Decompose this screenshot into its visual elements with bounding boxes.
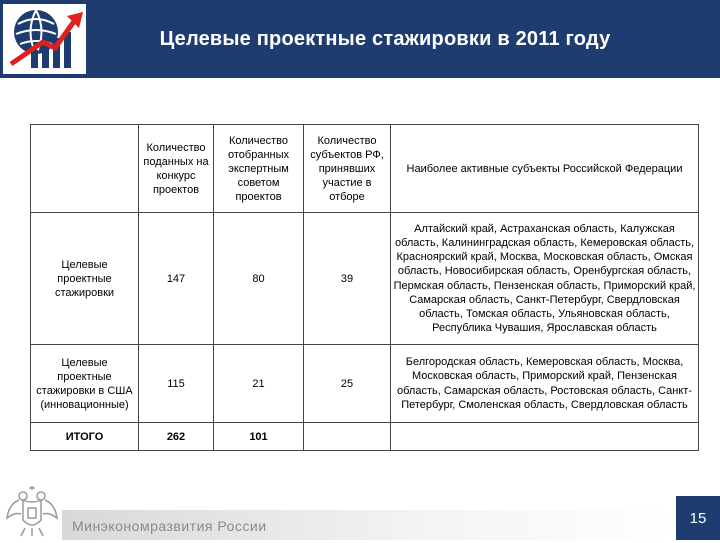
submitted-cell: 115 <box>139 345 214 423</box>
table-row-total <box>31 423 699 451</box>
selected-cell: 21 <box>214 345 304 423</box>
table-row <box>31 213 699 345</box>
regions-count-cell: 39 <box>304 213 391 345</box>
submitted-cell: 147 <box>139 213 214 345</box>
selected-cell: 80 <box>214 213 304 345</box>
stats-table <box>30 124 699 451</box>
page-number: 15 <box>676 496 720 540</box>
column-header-submitted: Количество поданных на конкурс проектов <box>139 125 214 213</box>
regions-cell <box>391 423 699 451</box>
logo <box>3 4 86 74</box>
table-header-row <box>31 125 699 213</box>
double-headed-eagle-icon <box>3 484 61 538</box>
ministry-name: Минэкономразвития России <box>72 518 267 534</box>
column-header-selected: Количество отобранных экспертным советом проектов <box>214 125 304 213</box>
row-label: ИТОГО <box>31 423 139 451</box>
row-label: Целевые проектные стажировки в США (инновационные) <box>31 345 139 423</box>
column-header-active-regions: Наиболее активные субъекты Российской Федерации <box>391 125 699 213</box>
emblem <box>3 484 61 538</box>
row-label: Целевые проектные стажировки <box>31 213 139 345</box>
submitted-cell: 262 <box>139 423 214 451</box>
regions-count-cell <box>304 423 391 451</box>
regions-cell: Алтайский край, Астраханская область, Калужская область, Калининградская область, Кемеровская область, Красноярский край, Москва, Московская область, Омская область, Новосибирская область, Оренбургская область, Пермская область, Пензенская область, Приморский край, Самарская область, Санкт-Петербург, Свердловская область, Томская область, Ульяновская область, Республика Чувашия, Ярославская область <box>391 213 699 345</box>
table-row <box>31 345 699 423</box>
regions-count-cell: 25 <box>304 345 391 423</box>
header-bar <box>0 0 720 78</box>
column-header-regions-count: Количество субъектов РФ, принявших участие в отборе <box>304 125 391 213</box>
globe-growth-chart-icon <box>3 4 86 74</box>
selected-cell: 101 <box>214 423 304 451</box>
page-title: Целевые проектные стажировки в 2011 году <box>159 28 611 50</box>
column-header <box>31 125 139 213</box>
regions-cell: Белгородская область, Кемеровская область, Москва, Московская область, Приморский край, Пензенская область, Самарская область, Ростовская область, Санкт-Петербург, Смоленская область, Свердловская область <box>391 345 699 423</box>
